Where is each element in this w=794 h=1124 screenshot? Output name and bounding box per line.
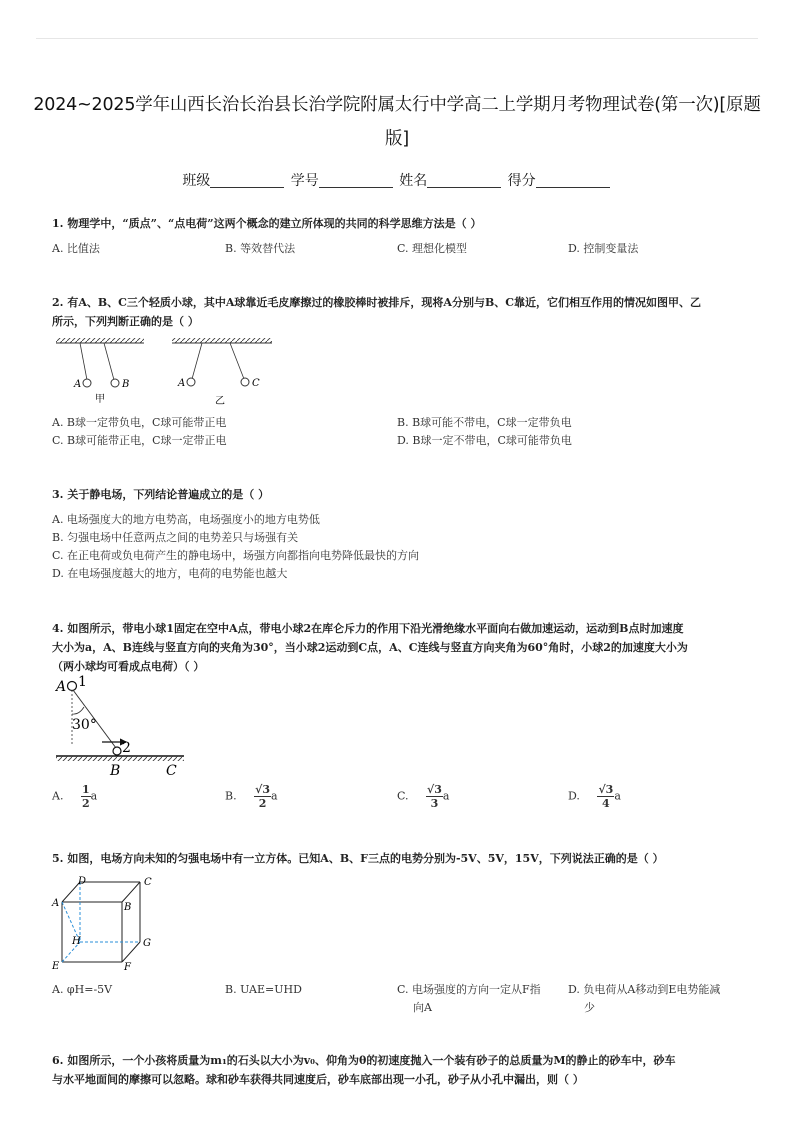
- title-line-2: 版]: [385, 129, 409, 149]
- label-b: B: [122, 379, 130, 390]
- q4-c-unit: a: [442, 789, 450, 803]
- q4-option-c-letter: C.: [397, 789, 409, 803]
- q4-stem-line-1: 4. 如图所示，带电小球1固定在空中A点，带电小球2在库仑斥力的作用下沿光滑绝缘水平面向右做加速运动，运动到B点时加速度: [52, 622, 684, 635]
- class-label: 班级: [182, 173, 211, 189]
- q3-stem: 3. 关于静电场，下列结论普遍成立的是（ ）: [52, 488, 270, 501]
- page-top-rule: [36, 38, 758, 39]
- q5-option-b[interactable]: B. UAE=UHD: [225, 983, 302, 996]
- class-blank[interactable]: [210, 173, 284, 188]
- q2-option-a[interactable]: A. B球一定带负电，C球可能带正电: [52, 416, 227, 429]
- q4-option-b-letter: B.: [225, 789, 237, 803]
- q4-a-denominator: 2: [81, 797, 90, 810]
- student-info-row: [0, 170, 794, 190]
- cube-label-c: C: [144, 877, 152, 888]
- cube-label-h: H: [72, 936, 81, 947]
- q1-stem: 1. 物理学中，“质点”、“点电荷”这两个概念的建立所体现的共同的科学思维方法是（ ）: [52, 217, 482, 230]
- q4-stem-line-3: （两小球均可看成点电荷）（ ）: [52, 660, 205, 673]
- q4-d-denominator: 4: [602, 797, 610, 810]
- q4-stem: [52, 619, 742, 676]
- q4-option-c[interactable]: [397, 784, 449, 809]
- title-line-1: 2024~2025学年山西长治长治县长治学院附属太行中学高二上学期月考物理试卷(第一次)[原题: [33, 95, 761, 115]
- label-yi: 乙: [215, 396, 225, 407]
- q2-figure: [52, 336, 282, 408]
- name-label: 姓名: [399, 173, 428, 189]
- label-angle: 30°: [72, 717, 97, 733]
- q4-b-denominator: 2: [258, 797, 267, 810]
- q6-stem: [52, 1051, 742, 1089]
- ball-b: [111, 379, 119, 387]
- q3-option-d[interactable]: D. 在电场强度越大的地方，电荷的电势能也越大: [52, 567, 288, 580]
- q4-c-denominator: 3: [430, 797, 439, 810]
- cube-label-g: G: [143, 938, 151, 949]
- cube-label-d: D: [78, 876, 87, 887]
- name-blank[interactable]: [427, 173, 501, 188]
- q4-c-numerator: √3: [427, 783, 442, 796]
- q2-stem-line-1: 2. 有A、B、C三个轻质小球，其中A球靠近毛皮摩擦过的橡胶棒时被排斥，现将A分别与B、C靠近，它们相互作用的情况如图甲、乙: [52, 296, 702, 309]
- id-label: 学号: [290, 173, 319, 189]
- label-c: C: [166, 763, 177, 779]
- cube-label-b: B: [124, 902, 132, 913]
- q2-option-d[interactable]: D. B球一定不带电，C球可能带负电: [397, 434, 572, 447]
- q4-option-a-letter: A.: [52, 789, 64, 803]
- q1-option-d[interactable]: D. 控制变量法: [568, 242, 639, 255]
- q1-option-b[interactable]: B. 等效替代法: [225, 242, 296, 255]
- q3-option-a[interactable]: A. 电场强度大的地方电势高，电场强度小的地方电势低: [52, 513, 320, 526]
- q6-stem-line-1: 6. 如图所示，一个小孩将质量为m₁的石头以大小为v₀、仰角为θ的初速度抛入一个装有砂子的总质量为M的静止的砂车中，砂车: [52, 1054, 676, 1067]
- q2-option-c[interactable]: C. B球可能带正电，C球一定带正电: [52, 434, 227, 447]
- q4-b-unit: a: [270, 789, 278, 803]
- q2-stem: [52, 293, 742, 331]
- ball-1: [68, 682, 77, 691]
- label-b: B: [110, 763, 121, 779]
- label-a-yi: A: [178, 378, 186, 389]
- q4-a-unit: a: [90, 789, 98, 803]
- ball-c: [241, 378, 249, 386]
- q4-stem-line-2: 大小为a，A、B连线与竖直方向的夹角为30°，当小球2运动到C点，A、C连线与竖直方向夹角为60°角时，小球2的加速度大小为: [52, 641, 688, 654]
- ball-a-yi: [187, 378, 195, 386]
- cube-label-e: E: [52, 961, 60, 972]
- q5-option-c-line-2: 向A: [413, 1001, 432, 1014]
- cube-label-f: F: [124, 962, 131, 973]
- exam-title: [30, 88, 764, 156]
- q5-option-d-line-1: D. 负电荷从A移动到E电势能减: [568, 983, 721, 996]
- label-a-jia: A: [74, 379, 82, 390]
- q4-a-numerator: 1: [81, 783, 90, 796]
- q1-option-a[interactable]: A. 比值法: [52, 242, 100, 255]
- q5-option-a[interactable]: A. φH=-5V: [52, 983, 113, 996]
- q4-d-numerator: √3: [598, 783, 614, 796]
- q4-d-unit: a: [614, 789, 621, 803]
- q4-option-b[interactable]: [225, 784, 278, 809]
- ball-2: [113, 747, 121, 755]
- q2-stem-line-2: 所示，下列判断正确的是（ ）: [52, 315, 199, 328]
- q4-b-numerator: √3: [255, 783, 270, 796]
- q4-option-d[interactable]: [568, 784, 621, 809]
- ball-a-jia: [83, 379, 91, 387]
- q1-option-c[interactable]: C. 理想化模型: [397, 242, 468, 255]
- q6-stem-line-2: 与水平地面间的摩擦可以忽略。球和砂车获得共同速度后，砂车底部出现一小孔，砂子从小孔中漏出，则（ ）: [52, 1073, 584, 1086]
- q4-option-a[interactable]: [52, 784, 97, 809]
- q5-stem: 5. 如图，电场方向未知的匀强电场中有一立方体。已知A、B、F三点的电势分别为-5V、5V，15V，下列说法正确的是（ ）: [52, 852, 664, 865]
- q2-option-b[interactable]: B. B球可能不带电，C球一定带负电: [397, 416, 572, 429]
- q4-figure: [52, 672, 192, 780]
- q5-option-d[interactable]: [568, 981, 738, 1017]
- q4-option-d-letter: D.: [568, 789, 580, 803]
- label-1: 1: [78, 674, 87, 690]
- label-2: 2: [122, 740, 131, 756]
- q5-cube-figure: [50, 872, 160, 974]
- score-blank[interactable]: [536, 173, 610, 188]
- q5-option-d-line-2: 少: [584, 1001, 595, 1014]
- ceiling-yi: [172, 338, 272, 343]
- q3-option-b[interactable]: B. 匀强电场中任意两点之间的电势差只与场强有关: [52, 531, 299, 544]
- label-jia: 甲: [95, 394, 105, 405]
- label-c: C: [252, 378, 260, 389]
- id-blank[interactable]: [319, 173, 393, 188]
- q5-option-c[interactable]: [397, 981, 547, 1017]
- label-a: A: [56, 679, 67, 695]
- q3-option-c[interactable]: C. 在正电荷或负电荷产生的静电场中，场强方向都指向电势降低最快的方向: [52, 549, 420, 562]
- score-label: 得分: [507, 173, 536, 189]
- q5-option-c-line-1: C. 电场强度的方向一定从F指: [397, 983, 541, 996]
- cube-label-a: A: [52, 898, 60, 909]
- ceiling-jia: [56, 338, 144, 343]
- ground-hatch: [56, 756, 184, 761]
